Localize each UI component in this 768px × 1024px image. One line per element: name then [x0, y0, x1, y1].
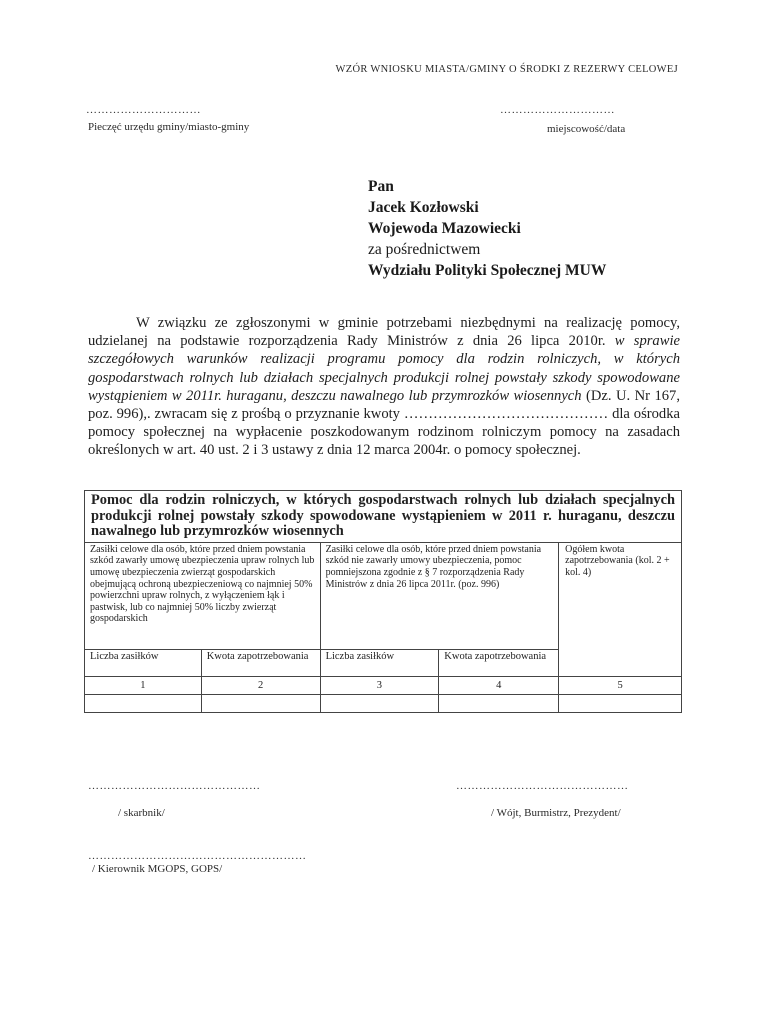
table-title: Pomoc dla rodzin rolniczych, w których gospodarstwach rolnych lub działach specjalnych produkcji rolnej powstały szkody spowodowane wystąpieniem w 2011 r. huraganu, deszczu nawalnego lub przymrozków wiosennych: [85, 491, 682, 543]
table-group-header-uninsured: Zasiłki celowe dla osób, które przed dniem powstania szkód nie zawarły umowy ubezpieczenia, pomoc pomniejszona zgodnie z § 7 rozporządzenia Rady Ministrów z dnia 26 lipca 2011r. (poz. 996): [320, 542, 559, 649]
request-paragraph: [88, 314, 680, 460]
recipient-block: [368, 176, 606, 281]
table-entry-cell[interactable]: [85, 694, 202, 712]
table-entry-cell[interactable]: [439, 694, 559, 712]
aid-request-table: [84, 490, 682, 713]
mayor-signature-dots: ………………………………………: [456, 780, 629, 792]
table-entry-cell[interactable]: [320, 694, 439, 712]
request-text-part1: W związku ze zgłoszonymi w gminie potrzebami niezbędnymi na realizację pomocy, udzielanej na podstawie rozporządzenia Rady Ministrów z dnia 26 lipca 2010r.: [88, 315, 680, 350]
treasurer-signature-label: / skarbnik/: [118, 807, 165, 819]
gops-head-signature-label: / Kierownik MGOPS, GOPS/: [92, 863, 223, 875]
table-group-header-total: Ogółem kwota zapotrzebowania (kol. 2 + kol. 4): [559, 542, 682, 676]
treasurer-signature-dots: ………………………………………: [88, 780, 261, 792]
table-subheader-count-1: Liczba zasiłków: [85, 649, 202, 676]
table-column-number: 3: [320, 676, 439, 694]
request-text-regulation-title: w sprawie szczegółowych warunków realizacji programu pomocy dla rodzin rolniczych, w których gospodarstwach rolnych lub działach specjalnych produkcji rolnej powstały szkody spowodowane wystąpieniem w 2011r. huraganu, deszczu nawalnego lub przymrozków wiosennych: [88, 333, 680, 404]
recipient-department: Wydziału Polityki Społecznej MUW: [368, 262, 607, 279]
mayor-signature-label: / Wójt, Burmistrz, Prezydent/: [491, 807, 621, 819]
recipient-title: Wojewoda Mazowiecki: [368, 220, 521, 237]
document-header-title: WZÓR WNIOSKU MIASTA/GMINY O ŚRODKI Z REZERWY CELOWEJ: [335, 64, 678, 75]
place-date-label: miejscowość/data: [547, 123, 626, 135]
gops-head-signature-dots: …………………………………………………: [88, 850, 307, 862]
table-subheader-amount-2: Kwota zapotrzebowania: [439, 649, 559, 676]
recipient-name: Jacek Kozłowski: [368, 199, 479, 216]
stamp-dots: …………………………: [86, 104, 201, 116]
table-column-number: 1: [85, 676, 202, 694]
request-text-part3: (Dz. U. Nr 167, poz. 996),. zwracam się z prośbą o przyznanie kwoty …………………………………… dla ośrodka pomocy społecznej na wypłacenie poszkodowanym rodzinom rolniczym pomocy na zasadach określonych w art. 40 ust. 2 i 3 ustawy z dnia 12 marca 2004r. o pomocy społecznej.: [88, 387, 680, 459]
table-entry-cell[interactable]: [201, 694, 320, 712]
table-subheader-count-2: Liczba zasiłków: [320, 649, 439, 676]
stamp-label: Pieczęć urzędu gminy/miasto-gminy: [88, 121, 250, 133]
recipient-salutation: Pan: [368, 178, 394, 195]
table-column-number: 5: [559, 676, 682, 694]
table-group-header-insured: Zasiłki celowe dla osób, które przed dniem powstania szkód zawarły umowę ubezpieczenia upraw rolnych lub umowę ubezpieczenia zwierząt gospodarskich obejmującą ochroną ubezpieczeniową co najmniej 50% powierzchni upraw rolnych, z wyłączeniem łąk i pastwisk, lub co najmniej 50% liczby zwierząt gospodarskich: [85, 542, 321, 649]
recipient-via: za pośrednictwem: [368, 241, 481, 258]
table-column-number: 4: [439, 676, 559, 694]
table-subheader-amount-1: Kwota zapotrzebowania: [201, 649, 320, 676]
table-entry-cell[interactable]: [559, 694, 682, 712]
place-date-dots: …………………………: [500, 104, 615, 116]
table-column-number: 2: [201, 676, 320, 694]
